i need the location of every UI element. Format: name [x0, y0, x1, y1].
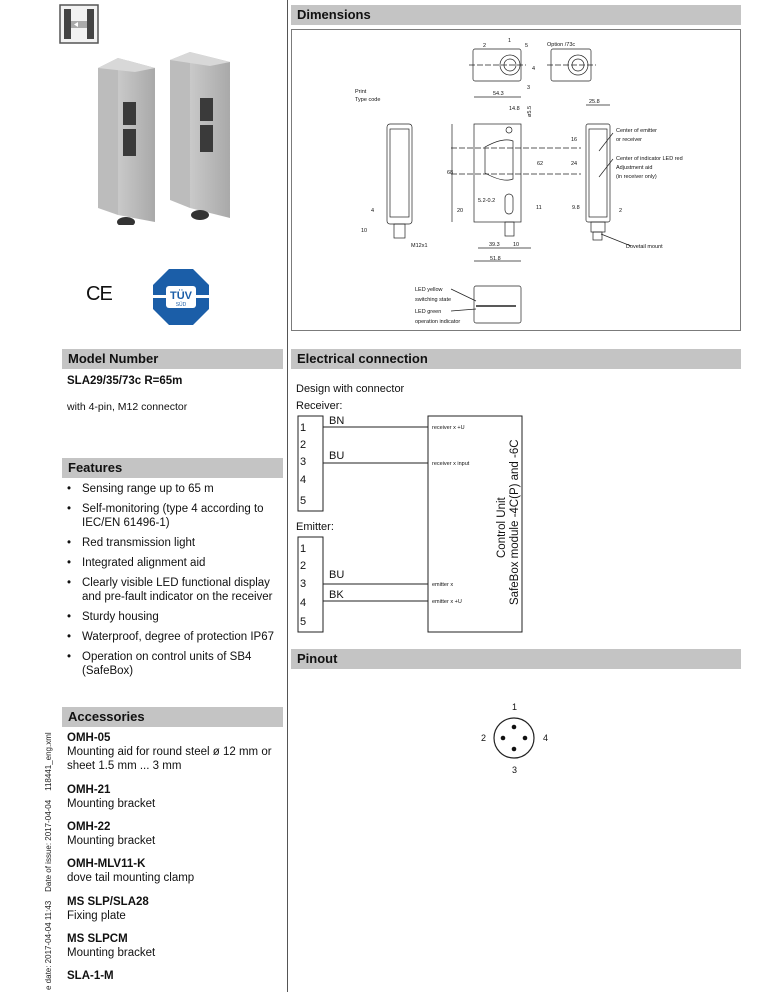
svg-text:SÜD: SÜD [175, 302, 187, 308]
column-divider [287, 0, 288, 992]
dim-note: Dovetail mount [626, 244, 663, 250]
accessory-desc: Fixing plate [67, 910, 126, 922]
section-header-accessories: Accessories [62, 707, 283, 727]
accessory-name: SLA-1-M [67, 970, 114, 982]
feature-item: • Red transmission light [62, 536, 284, 550]
accessory-item [67, 783, 287, 811]
dim-note: switching state [415, 297, 452, 303]
feature-item: • Operation on control units of SB4 (SafeBox) [62, 650, 284, 678]
accessory-item [67, 932, 287, 960]
accessory-name: MS SLPCM [67, 933, 128, 945]
dim-value: 10 [361, 228, 368, 234]
accessory-desc: Mounting bracket [67, 798, 156, 810]
accessory-item [67, 820, 287, 848]
dim-value: 14.8 [509, 106, 520, 112]
dimensions-drawing [291, 29, 741, 331]
receiver-label: Receiver: [296, 400, 343, 412]
dim-value: 62 [537, 161, 544, 167]
pin-number: 2 [300, 439, 307, 451]
pin-number: 3 [512, 765, 518, 775]
section-header-model-number: Model Number [62, 349, 283, 369]
accessory-name: OMH-05 [67, 732, 111, 744]
accessory-desc: Mounting bracket [67, 947, 156, 959]
pin-dot [512, 725, 517, 730]
dim-pin-label: 1 [508, 38, 512, 44]
dim-option: Option /73c [547, 42, 576, 48]
terminal-label: receiver x input [432, 461, 470, 467]
control-unit-label: Control Unit [496, 497, 508, 558]
wire-color: BK [329, 589, 344, 601]
feature-item: • Sensing range up to 65 m [62, 482, 284, 496]
through-beam-icon [59, 4, 99, 44]
safebox-label: SafeBox module -4C(P) and -6C [509, 439, 521, 605]
emitter-label: Emitter: [296, 521, 334, 533]
document-side-info: e date: 2017-04-04 11:43 Date of issue: 2017-04-04 118441_eng.xml [44, 732, 53, 990]
model-description: with 4-pin, M12 connector [67, 401, 188, 413]
dim-value: 54.3 [493, 91, 504, 97]
ce-mark: CE [86, 283, 112, 305]
dim-note: LED green [415, 309, 442, 315]
dim-value: 16 [571, 137, 578, 143]
pin-number: 2 [481, 733, 487, 743]
section-header-features: Features [62, 458, 283, 478]
dim-value: 11 [536, 205, 542, 211]
svg-text:TÜV: TÜV [170, 290, 192, 302]
dim-value: 2 [619, 208, 623, 214]
wire-color: BU [329, 450, 345, 462]
accessory-desc: dove tail mounting clamp [67, 872, 195, 884]
terminal-label: emitter x [432, 582, 454, 588]
dim-note: Center of indicator LED red [616, 156, 683, 162]
pin-number: 4 [300, 474, 307, 486]
accessory-item [67, 857, 287, 885]
pin-dot [523, 736, 528, 741]
dim-value: 5.2-0.2 [478, 198, 496, 204]
dim-pin-label: 3 [527, 85, 531, 91]
feature-item: • Clearly visible LED functional display and pre-fault indicator on the receiver [62, 576, 284, 604]
tuv-logo [152, 268, 210, 326]
dim-note: (in receiver only) [616, 174, 657, 180]
wiring-diagram [291, 380, 531, 635]
pin-dot [501, 736, 506, 741]
accessory-desc: Mounting aid for round steel ø 12 mm or sheet 1.5 mm ... 3 mm [67, 746, 272, 772]
wire-color: BN [329, 415, 345, 427]
pin-number: 1 [300, 543, 307, 555]
dim-pin-label: 5 [525, 43, 529, 49]
dim-value: 24 [571, 161, 578, 167]
section-header-dimensions: Dimensions [291, 5, 741, 25]
wire-color: BU [329, 569, 345, 581]
accessory-name: MS SLP/SLA28 [67, 896, 149, 908]
feature-item: • Waterproof, degree of protection IP67 [62, 630, 284, 644]
feature-item: • Integrated alignment aid [62, 556, 284, 570]
accessory-name: OMH-21 [67, 784, 111, 796]
dim-value: 25.8 [589, 99, 600, 105]
dim-note: LED yellow [415, 287, 443, 293]
dim-value: M12x1 [411, 243, 428, 249]
pinout-diagram [475, 700, 555, 780]
terminal-label: emitter x +U [432, 599, 462, 605]
pin-number: 3 [300, 456, 307, 468]
pin-number: 4 [543, 733, 549, 743]
feature-item: • Self-monitoring (type 4 according to IEC/EN 61496-1) [62, 502, 284, 530]
dim-value: 39.3 [489, 242, 500, 248]
dim-value: 68 [447, 170, 454, 176]
terminal-label: receiver x +U [432, 425, 465, 431]
section-header-pinout: Pinout [291, 649, 741, 669]
accessory-name: OMH-22 [67, 821, 111, 833]
dim-value: 9.8 [572, 205, 580, 211]
dim-value: ø5.5 [527, 105, 533, 117]
dim-pin-label: 4 [532, 66, 536, 72]
product-photo [90, 50, 260, 225]
dim-value: 51.8 [490, 256, 501, 262]
dim-value: 10 [513, 242, 520, 248]
dim-note: Adjustment aid [616, 165, 653, 171]
accessory-name: OMH-MLV11-K [67, 858, 146, 870]
pin-number: 1 [300, 422, 307, 434]
dim-note: Center of emitter [616, 128, 657, 134]
model-name: SLA29/35/73c R=65m [67, 375, 183, 387]
pin-number: 2 [300, 560, 307, 572]
design-label: Design with connector [296, 383, 405, 395]
pin-number: 5 [300, 495, 307, 507]
dim-pin-label: 2 [483, 43, 487, 49]
dim-print: Print [355, 89, 367, 95]
dim-note: or receiver [616, 137, 642, 143]
pin-dot [512, 747, 517, 752]
pin-number: 4 [300, 597, 307, 609]
accessory-desc: Mounting bracket [67, 835, 156, 847]
accessory-item [67, 895, 287, 923]
feature-item: • Sturdy housing [62, 610, 284, 624]
dim-value: 20 [457, 208, 464, 214]
dim-value: 4 [371, 208, 375, 214]
pin-number: 1 [512, 702, 518, 712]
accessory-item [67, 731, 287, 773]
accessory-item [67, 969, 287, 983]
dim-type-code: Type code [355, 97, 381, 103]
section-header-electrical: Electrical connection [291, 349, 741, 369]
pin-number: 3 [300, 578, 307, 590]
pin-number: 5 [300, 616, 307, 628]
dim-note: operation indicator [415, 319, 461, 325]
features-list [62, 482, 284, 684]
